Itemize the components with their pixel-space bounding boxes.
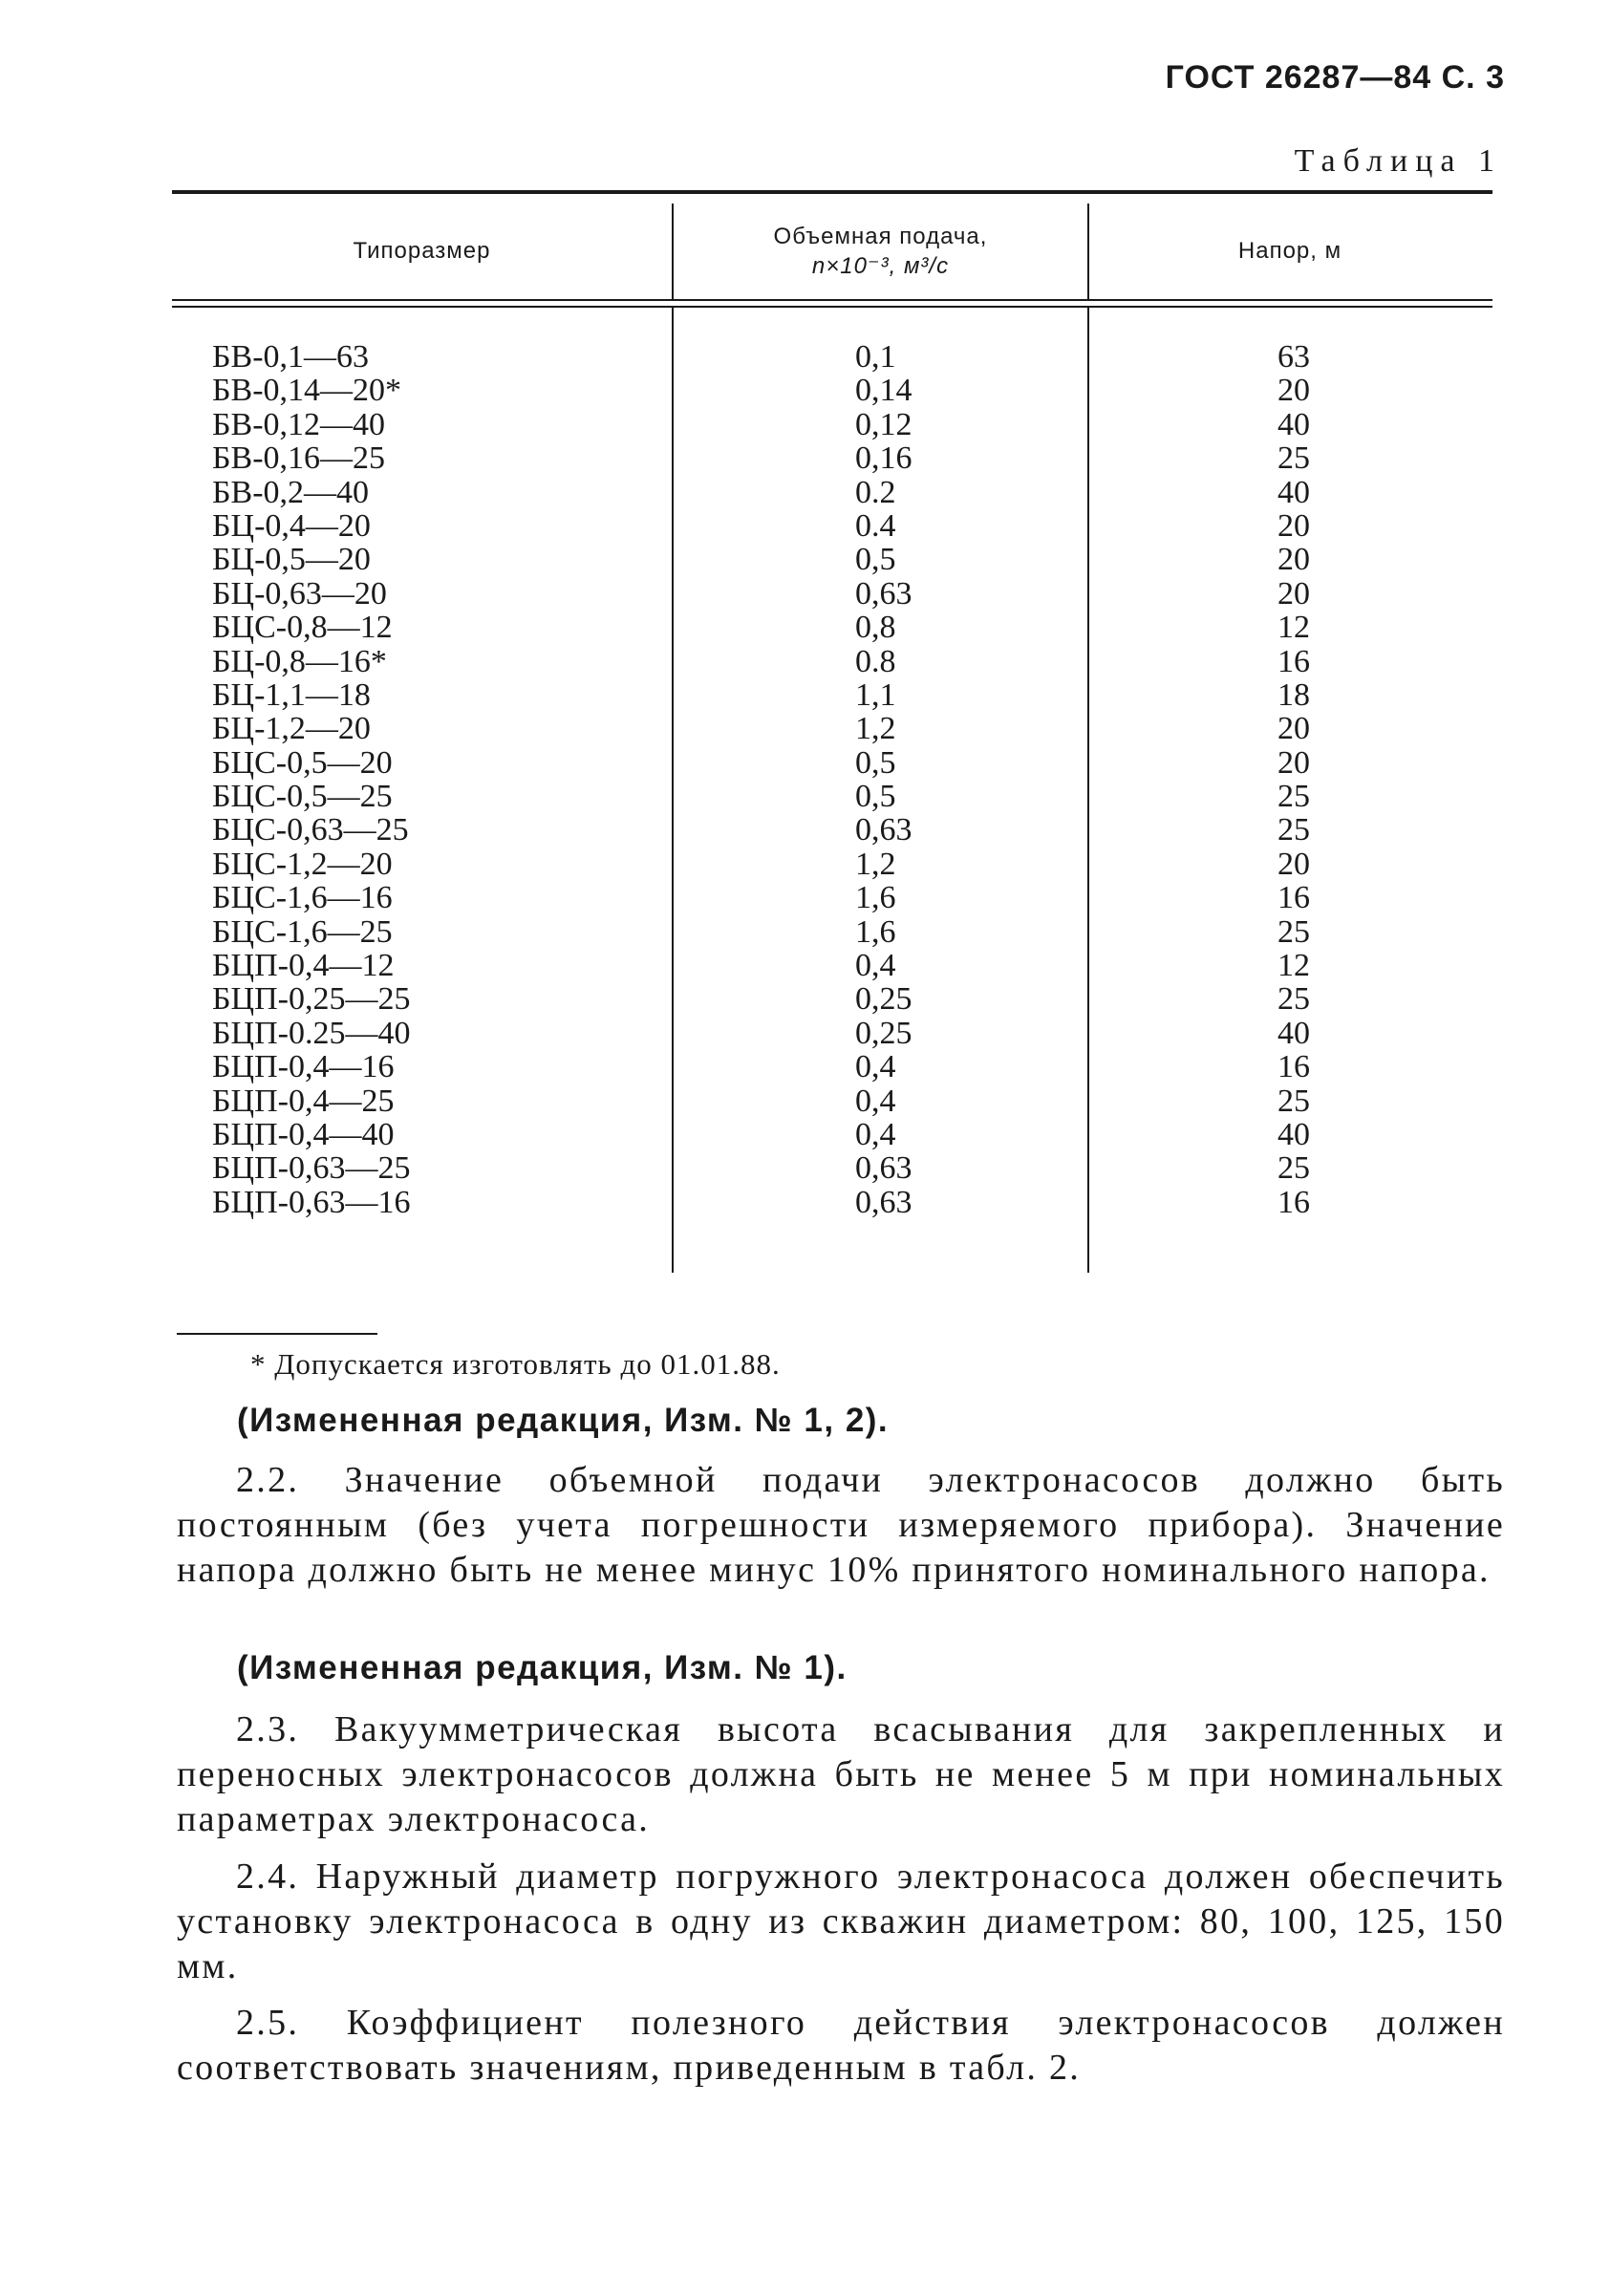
cell-head: 25 — [1277, 913, 1310, 950]
cell-head: 20 — [1277, 711, 1310, 747]
cell-flow: 1,2 — [855, 711, 896, 747]
cell-type: БЦП-0,4—40 — [212, 1116, 395, 1152]
table-header-rule — [172, 299, 1492, 301]
cell-type: БЦП-0,4—12 — [212, 948, 395, 984]
cell-head: 12 — [1277, 948, 1310, 984]
paragraph-2-4: 2.4. Наружный диаметр погружного электронасоса должен обеспечить установку электронасоса в одну из скважин диаметром: 80, 100, 125, 150 мм. — [177, 1856, 1505, 1986]
cell-head: 40 — [1277, 1116, 1310, 1152]
cell-type: БЦ-1,2—20 — [212, 711, 371, 747]
cell-type: БЦП-0,63—16 — [212, 1184, 411, 1220]
cell-flow: 0,63 — [855, 575, 912, 612]
cell-type: БЦ-0,8—16* — [212, 643, 387, 679]
cell-head: 20 — [1277, 744, 1310, 781]
column-header-flow-line1: Объемная подача, — [773, 223, 988, 249]
cell-flow: 0,5 — [855, 542, 896, 578]
cell-head: 25 — [1277, 812, 1310, 848]
cell-head: 16 — [1277, 643, 1310, 679]
cell-flow: 0.8 — [855, 643, 896, 679]
cell-head: 25 — [1277, 981, 1310, 1018]
table-row — [0, 1186, 1610, 1219]
table-row — [0, 1050, 1610, 1084]
cell-flow: 0,14 — [855, 373, 912, 409]
cell-flow: 0.2 — [855, 474, 896, 510]
table-row — [0, 509, 1610, 543]
cell-head: 40 — [1277, 474, 1310, 510]
cell-head: 20 — [1277, 507, 1310, 544]
cell-flow: 0,4 — [855, 1049, 896, 1085]
cell-flow: 0,8 — [855, 610, 896, 646]
cell-type: БЦС-0,63—25 — [212, 812, 409, 848]
cell-head: 25 — [1277, 1083, 1310, 1119]
table-row — [0, 408, 1610, 441]
cell-head: 18 — [1277, 676, 1310, 713]
column-header-type: Типоразмер — [353, 238, 491, 265]
cell-head: 20 — [1277, 846, 1310, 882]
table-row — [0, 712, 1610, 745]
cell-flow: 0,63 — [855, 1150, 912, 1187]
cell-type: БЦ-0,5—20 — [212, 542, 371, 578]
cell-head: 12 — [1277, 610, 1310, 646]
paragraph-2-2: 2.2. Значение объемной подачи электронасосов должно быть постоянным (без учета погрешности измеряемого прибора). Значение напора должно быть не менее минус 10% принятого номинального напора. — [177, 1460, 1505, 1590]
cell-flow: 0,1 — [855, 339, 896, 375]
cell-head: 25 — [1277, 440, 1310, 477]
cell-flow: 0,4 — [855, 1083, 896, 1119]
paragraph-2-3: 2.3. Вакуумметрическая высота всасывания для закрепленных и переносных электронасосов должна быть не менее 5 м при номинальных параметрах электронасоса. — [177, 1709, 1505, 1839]
cell-type: БВ-0,12—40 — [212, 406, 386, 442]
cell-type: БЦП-0,25—25 — [212, 981, 411, 1018]
cell-type: БЦП-0,4—25 — [212, 1083, 395, 1119]
table-row — [0, 1017, 1610, 1050]
cell-flow: 0,12 — [855, 406, 912, 442]
page-header: ГОСТ 26287—84 С. 3 — [1165, 59, 1505, 96]
cell-head: 25 — [1277, 779, 1310, 815]
cell-flow: 1,1 — [855, 676, 896, 713]
cell-head: 40 — [1277, 1015, 1310, 1051]
cell-type: БВ-0,16—25 — [212, 440, 386, 477]
column-header-flow — [674, 204, 1087, 299]
table-row — [0, 848, 1610, 881]
table-label: Таблица 1 — [1294, 143, 1502, 179]
footnote-rule — [177, 1333, 377, 1335]
cell-type: БВ-0,2—40 — [212, 474, 370, 510]
cell-flow: 1,2 — [855, 846, 896, 882]
table-row — [0, 1084, 1610, 1118]
table-row — [0, 374, 1610, 407]
cell-head: 16 — [1277, 880, 1310, 916]
cell-type: БЦП-0,4—16 — [212, 1049, 395, 1085]
cell-flow: 0,25 — [855, 1015, 912, 1051]
table-row — [0, 982, 1610, 1016]
cell-type: БЦП-0,63—25 — [212, 1150, 411, 1187]
table-row — [0, 678, 1610, 712]
cell-type: БЦ-1,1—18 — [212, 676, 371, 713]
cell-head: 40 — [1277, 406, 1310, 442]
cell-type: БЦС-1,6—16 — [212, 880, 393, 916]
cell-flow: 1,6 — [855, 913, 896, 950]
table-body — [0, 340, 1610, 1219]
table-row — [0, 645, 1610, 678]
table-row — [0, 543, 1610, 576]
column-header-flow-line2: n×10⁻³, м³/с — [811, 253, 950, 279]
cell-type: БЦС-0,8—12 — [212, 610, 393, 646]
table-row — [0, 611, 1610, 644]
cell-type: БЦС-1,6—25 — [212, 913, 393, 950]
table-row — [0, 780, 1610, 813]
cell-type: БЦС-0,5—20 — [212, 744, 393, 781]
table-row — [0, 577, 1610, 611]
table-top-rule — [172, 190, 1492, 194]
cell-head: 25 — [1277, 1150, 1310, 1187]
cell-flow: 0,25 — [855, 981, 912, 1018]
table-row — [0, 881, 1610, 914]
table-row — [0, 813, 1610, 847]
cell-type: БЦ-0,4—20 — [212, 507, 371, 544]
amendment-note: (Измененная редакция, Изм. № 1). — [237, 1649, 848, 1686]
cell-type: БЦП-0.25—40 — [212, 1015, 411, 1051]
cell-flow: 0.4 — [855, 507, 896, 544]
cell-flow: 0,4 — [855, 1116, 896, 1152]
cell-flow: 0,5 — [855, 744, 896, 781]
cell-flow: 1,6 — [855, 880, 896, 916]
cell-head: 63 — [1277, 339, 1310, 375]
cell-type: БЦС-0,5—25 — [212, 779, 393, 815]
table-row — [0, 1118, 1610, 1151]
footnote: * Допускается изготовлять до 01.01.88. — [250, 1347, 781, 1381]
table-row — [0, 915, 1610, 949]
cell-head: 20 — [1277, 542, 1310, 578]
cell-head: 16 — [1277, 1049, 1310, 1085]
cell-type: БЦС-1,2—20 — [212, 846, 393, 882]
table-row — [0, 441, 1610, 475]
table-row — [0, 340, 1610, 374]
cell-head: 20 — [1277, 373, 1310, 409]
cell-flow: 0,5 — [855, 779, 896, 815]
cell-type: БЦ-0,63—20 — [212, 575, 387, 612]
table-row — [0, 476, 1610, 509]
cell-type: БВ-0,1—63 — [212, 339, 370, 375]
cell-flow: 0,63 — [855, 812, 912, 848]
cell-type: БВ-0,14—20* — [212, 373, 402, 409]
table-row — [0, 1151, 1610, 1185]
cell-flow: 0,16 — [855, 440, 912, 477]
table-row — [0, 949, 1610, 982]
cell-flow: 0,63 — [855, 1184, 912, 1220]
table-header-rule — [172, 306, 1492, 308]
column-header-head: Напор, м — [1237, 238, 1342, 265]
paragraph-2-5: 2.5. Коэффициент полезного действия электронасосов должен соответствовать значениям, приведенным в табл. 2. — [177, 2003, 1505, 2088]
amendment-note: (Измененная редакция, Изм. № 1, 2). — [237, 1402, 890, 1439]
cell-flow: 0,4 — [855, 948, 896, 984]
table-row — [0, 746, 1610, 780]
cell-head: 20 — [1277, 575, 1310, 612]
cell-head: 16 — [1277, 1184, 1310, 1220]
